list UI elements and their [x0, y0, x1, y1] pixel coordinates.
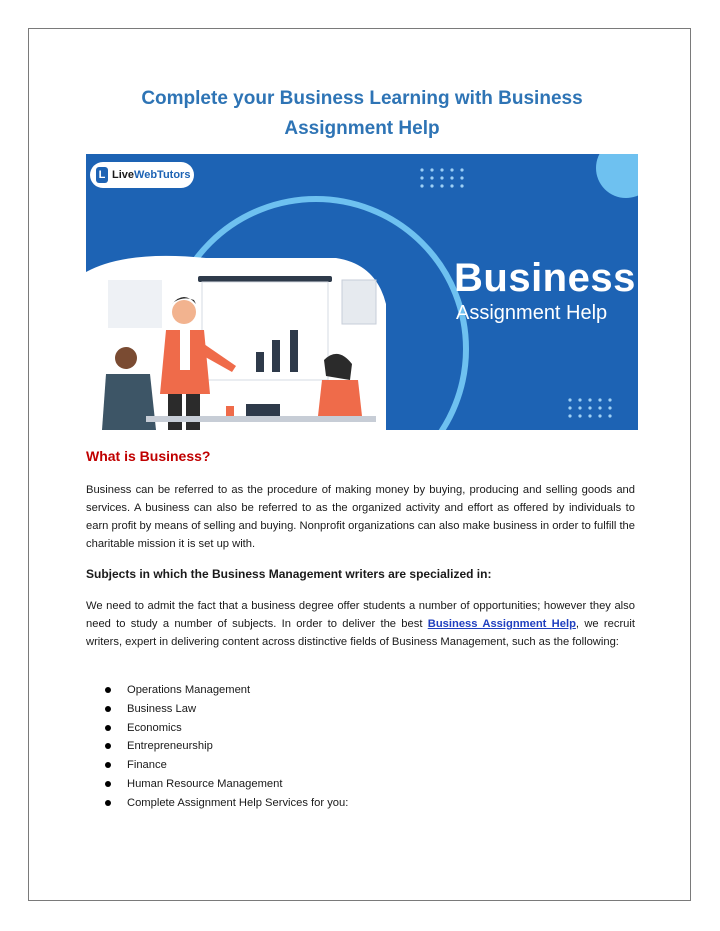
list-item: Human Resource Management — [100, 775, 348, 794]
banner-subtitle: Assignment Help — [456, 302, 608, 324]
whiteboard-top — [198, 276, 332, 282]
list-item: Business Law — [100, 700, 348, 719]
business-assignment-help-link[interactable]: Business Assignment Help — [427, 618, 576, 630]
laptop — [246, 404, 280, 416]
list-item: Complete Assignment Help Services for you: — [100, 794, 348, 813]
picture-frame — [342, 280, 376, 324]
paragraph-text-before-link: We need to admit the fact that a business degree offer students a number of opportunities; however they also need to study a number of subjects. In order to deliver the best — [86, 600, 635, 630]
section-heading-subjects: Subjects in which the Business Management writers are specialized in: — [86, 567, 492, 581]
banner-title: Business — [454, 256, 636, 300]
list-item: Entrepreneurship — [100, 737, 348, 756]
document-title: Complete your Business Learning with Business Assignment Help — [141, 88, 583, 139]
list-item: Economics — [100, 719, 348, 738]
dot-grid-bottom — [568, 398, 611, 417]
brand-logo-text: LiveWebTutors — [112, 169, 191, 181]
brand-logo-icon: L — [96, 167, 108, 183]
paragraph-text-after-link: , we recruit writers, expert in delivering content across distinctive fields of Business Management, such as the following: — [86, 618, 635, 648]
subjects-list — [100, 681, 348, 813]
desk — [146, 416, 376, 422]
wall-panel — [108, 280, 162, 328]
list-item: Operations Management — [100, 681, 348, 700]
paragraph-subjects-intro — [86, 597, 635, 651]
dot-grid-top — [420, 168, 463, 187]
hero-banner — [86, 154, 638, 430]
decor-circle-top-right — [596, 154, 638, 198]
list-item: Finance — [100, 756, 348, 775]
section-heading-what-is-business: What is Business? — [86, 448, 211, 464]
paragraph-business-definition: Business can be referred to as the procedure of making money by buying, producing and selling goods and services. A business can also be referred to as the organized activity and effort as offered by individuals to earn profit by means of selling and buying. Nonprofit organizations can also make business in order to fulfill the charitable mission it is set up with. — [86, 484, 635, 550]
brand-logo — [90, 162, 194, 188]
plant-pot — [226, 406, 234, 416]
